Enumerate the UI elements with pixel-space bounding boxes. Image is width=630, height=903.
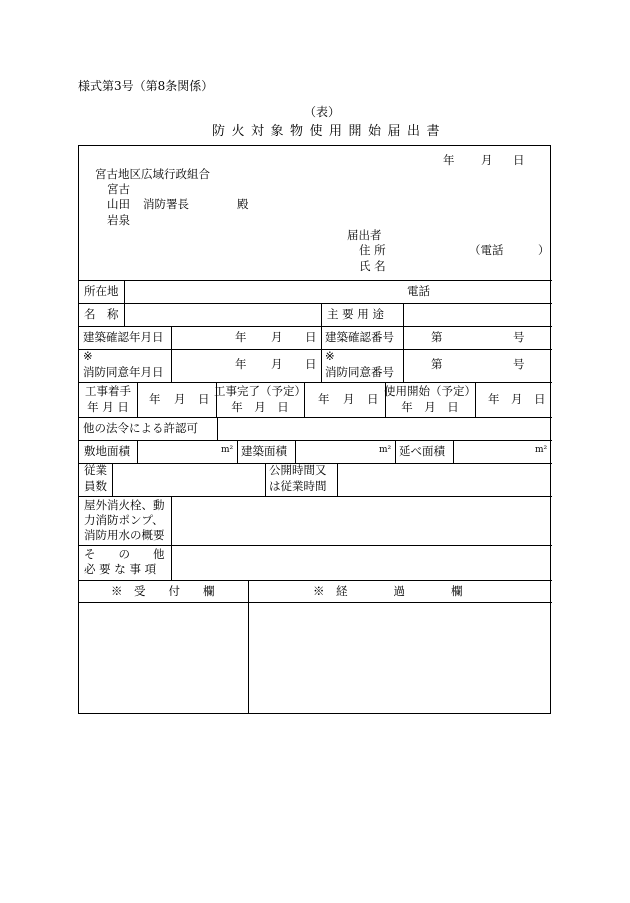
building-name-label: 名 称: [84, 307, 119, 321]
other-label-2: 必 要 な 事 項: [84, 562, 157, 576]
addressee-org: 宮古地区広域行政組合: [95, 167, 210, 181]
fire-consent-year: 年: [235, 357, 247, 371]
site-area-label: 敷地面積: [84, 444, 130, 458]
addressee-city1: 宮古: [107, 182, 130, 196]
progress-label: ※ 経 過 欄: [313, 584, 463, 598]
form-number: 様式第3号（第8条関係）: [78, 79, 214, 93]
use-start-year: 年: [488, 392, 500, 406]
work-done-day: 日: [367, 392, 379, 406]
water-label-1: 屋外消火栓、動: [84, 498, 165, 512]
form-title: 防火対象物使用開始届出書: [212, 124, 447, 139]
other-label-1: そ の 他: [84, 547, 165, 561]
build-confirm-month: 月: [271, 330, 283, 344]
building-area-label: 建築面積: [241, 444, 287, 458]
addressee-city3: 岩泉: [107, 213, 130, 227]
build-confirm-year: 年: [235, 330, 247, 344]
use-start-label-1: 使用開始（予定）: [384, 384, 476, 398]
hours-label-2: は従業時間: [269, 479, 327, 493]
water-label-3: 消防用水の概要: [84, 528, 165, 542]
phone-label: （電話 ）: [469, 243, 550, 257]
use-start-label-2: 年 月 日: [401, 400, 459, 414]
addressee-role: 消防署長: [143, 197, 189, 211]
work-start-month: 月: [174, 392, 186, 406]
fire-consent-date-label: 消防同意年月日: [83, 365, 164, 379]
build-confirm-no-suffix: 号: [513, 330, 525, 344]
build-confirm-no-prefix: 第: [431, 330, 443, 344]
name-label: 氏 名: [359, 259, 386, 273]
hours-label-1: 公開時間又: [269, 463, 327, 477]
fire-consent-no-label: 消防同意番号: [325, 365, 394, 379]
fire-consent-no-suffix: 号: [513, 357, 525, 371]
staff-label-2: 員数: [84, 479, 107, 493]
side-label: （表）: [304, 105, 341, 119]
reception-label: ※ 受 付 欄: [111, 584, 215, 598]
date-month: 月: [481, 153, 493, 167]
addressee-honorific: 殿: [237, 197, 249, 211]
use-start-month: 月: [511, 392, 523, 406]
date-day: 日: [513, 153, 525, 167]
work-start-label-2: 年 月 日: [87, 400, 129, 414]
fire-consent-day: 日: [305, 357, 317, 371]
applicant-label: 届出者: [347, 228, 382, 242]
fire-consent-mark-right: ※: [325, 349, 335, 363]
permits-label: 他の法令による許認可: [83, 421, 198, 435]
water-label-2: 力消防ポンプ、: [84, 513, 164, 527]
use-start-day: 日: [534, 392, 546, 406]
work-done-month: 月: [343, 392, 355, 406]
location-phone-label: 電話: [407, 284, 430, 298]
address-label: 住 所: [359, 243, 386, 257]
main-use-label: 主 要 用 途: [327, 307, 384, 321]
build-confirm-day: 日: [305, 330, 317, 344]
addressee-city2: 山田: [107, 197, 130, 211]
work-start-day: 日: [198, 392, 210, 406]
work-start-year: 年: [149, 392, 161, 406]
build-confirm-no-label: 建築確認番号: [325, 330, 394, 344]
location-label: 所在地: [84, 284, 119, 298]
work-start-label-1: 工事着手: [85, 384, 131, 398]
floor-area-unit: m²: [535, 445, 548, 455]
floor-area-label: 延べ面積: [399, 444, 445, 458]
building-area-unit: m²: [379, 445, 392, 455]
site-area-unit: m²: [221, 445, 234, 455]
work-done-label-1: 工事完了（予定）: [214, 384, 306, 398]
fire-consent-no-prefix: 第: [431, 357, 443, 371]
work-done-year: 年: [318, 392, 330, 406]
build-confirm-date-label: 建築確認年月日: [83, 330, 164, 344]
fire-consent-month: 月: [271, 357, 283, 371]
fire-consent-mark-left: ※: [83, 349, 93, 363]
staff-label-1: 従業: [84, 463, 107, 477]
notification-form: [78, 145, 551, 714]
date-year: 年: [443, 153, 455, 167]
work-done-label-2: 年 月 日: [231, 400, 289, 414]
